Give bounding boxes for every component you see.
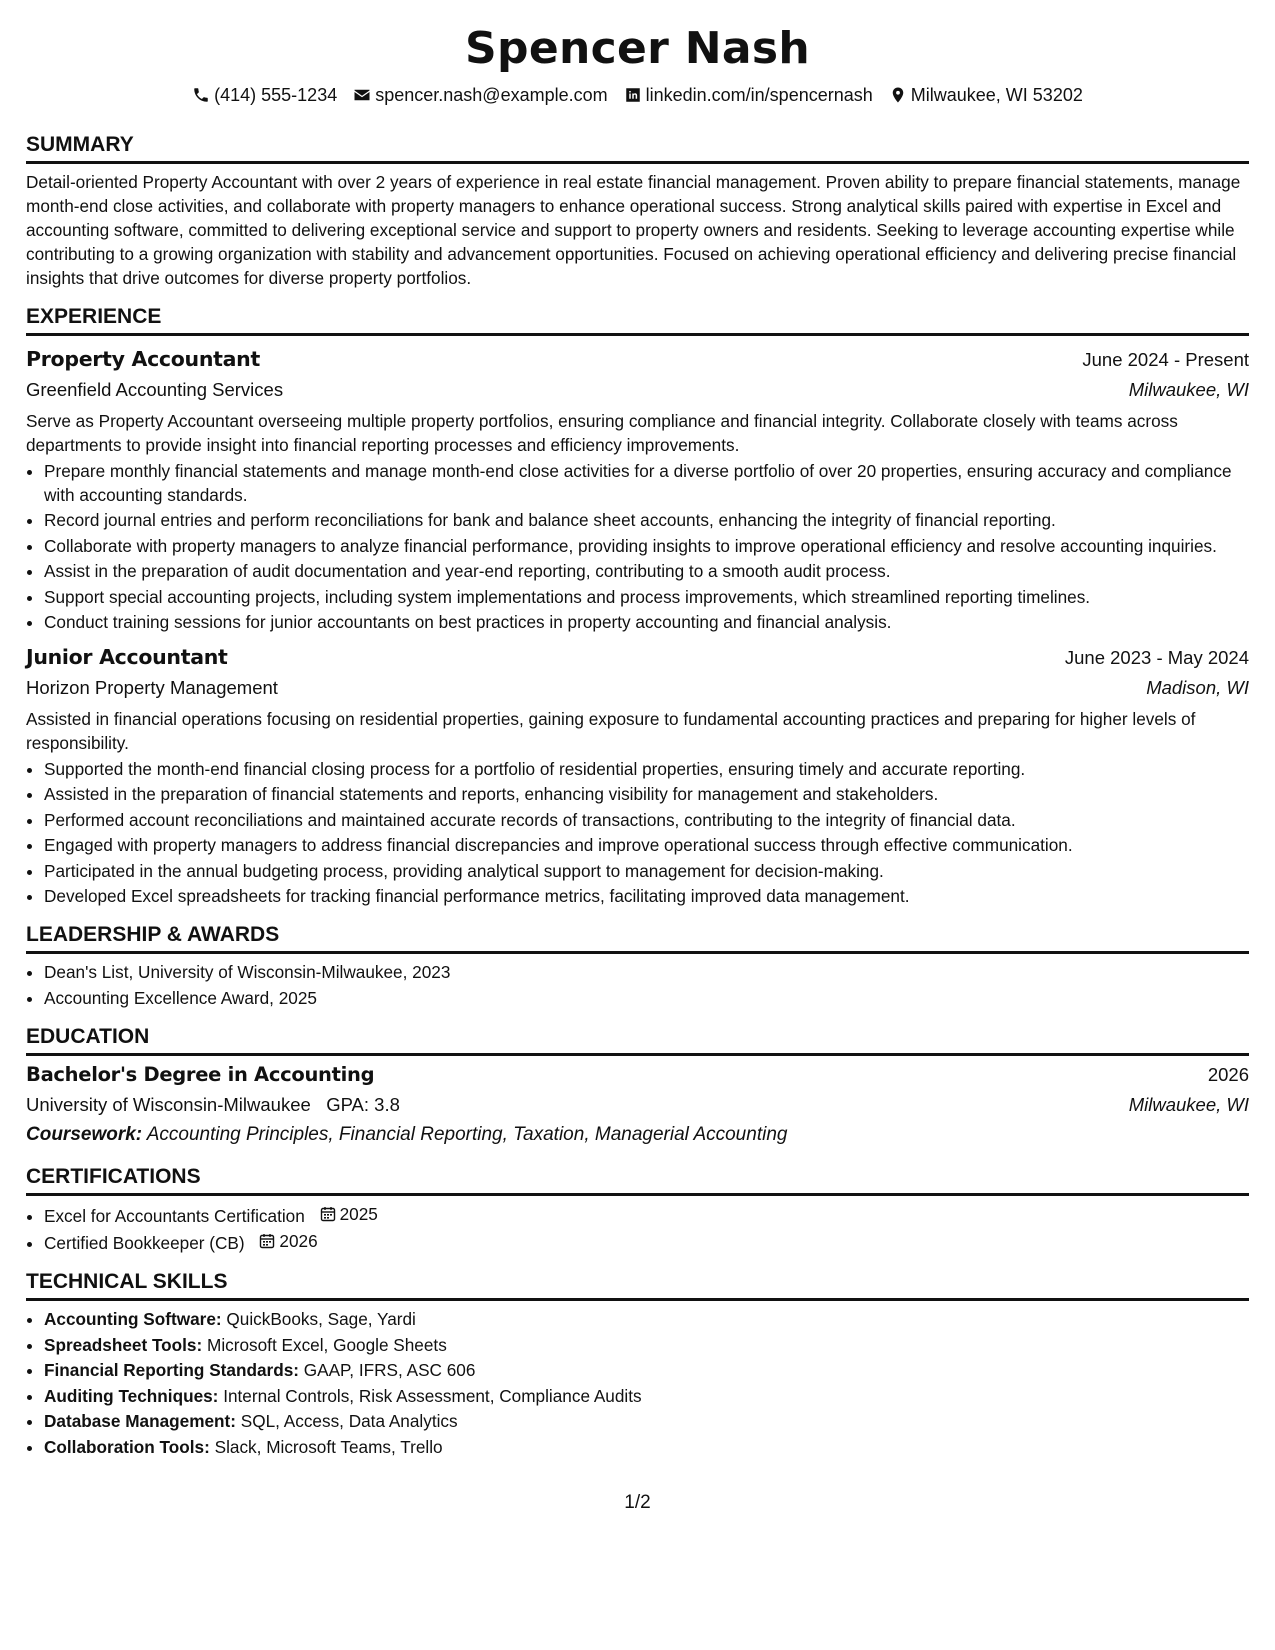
list-item (44, 1202, 1249, 1228)
cert-year: 2026 (279, 1231, 318, 1251)
resume-page (26, 18, 1249, 1460)
skill-value: Internal Controls, Risk Assessment, Compliance Audits (223, 1385, 642, 1406)
skill-value: Slack, Microsoft Teams, Trello (214, 1436, 443, 1457)
contact-location (889, 84, 1083, 106)
list-item: • Developed Excel spreadsheets for tracking financial performance metrics, facilitating improved data management. (44, 884, 1249, 908)
certifications-section (26, 1164, 1249, 1256)
cert-year: 2025 (339, 1203, 378, 1224)
summary-text: Detail-oriented Property Accountant with over 2 years of experience in real estate financial management. Proven ability to prepare financial statements, manage month-end close activities, and collaborate with property managers to enhance operational success. Strong analytical skills paired with expertise in Excel and accounting software, committed to delivering exceptional service and support to property owners and residents. Seeking to leverage accounting expertise while contributing to a growing organization with stability and advancement opportunities. Focused on achieving operational efficiency and delivering precise financial insights that drive outcomes for diverse property portfolios. (26, 172, 1241, 288)
cert-name: Certified Bookkeeper (CB) (44, 1233, 245, 1253)
school-location: Milwaukee, WI (1128, 1093, 1249, 1115)
list-item (44, 1229, 1249, 1255)
coursework-line (26, 1120, 1249, 1150)
certifications-list (26, 1202, 1249, 1256)
list-item (44, 1358, 1249, 1382)
contact-email[interactable] (353, 84, 607, 106)
skill-label: Accounting Software: (44, 1309, 222, 1329)
job-location: Milwaukee, WI (1128, 379, 1249, 400)
skill-value: Microsoft Excel, Google Sheets (207, 1334, 447, 1355)
list-item: • Assist in the preparation of audit documentation and year-end reporting, contributing to a smooth audit process. (44, 559, 1249, 583)
list-item: • Record journal entries and perform reconciliations for bank and balance sheet accounts, enhancing the integrity of financial reporting. (44, 508, 1249, 532)
certifications-heading: CERTIFICATIONS (26, 1164, 1249, 1196)
school-name: University of Wisconsin-Milwaukee (26, 1093, 311, 1115)
school-line (26, 1090, 400, 1120)
contact-linkedin[interactable] (624, 84, 873, 106)
phone-text: (414) 555-1234 (214, 85, 338, 105)
experience-heading: EXPERIENCE (26, 304, 1249, 336)
skill-label: Database Management: (44, 1411, 236, 1431)
job-title: Property Accountant (26, 347, 260, 371)
job-bullets (26, 757, 1249, 909)
candidate-name: Spencer Nash (465, 23, 810, 74)
skills-heading: TECHNICAL SKILLS (26, 1269, 1249, 1301)
skill-value: SQL, Access, Data Analytics (240, 1411, 458, 1431)
gpa: GPA: 3.8 (326, 1093, 400, 1115)
email-text: spencer.nash@example.com (375, 85, 608, 105)
list-item: • Dean's List, University of Wisconsin-Milwaukee, 2023 (44, 960, 1249, 984)
map-pin-icon (889, 86, 907, 104)
list-item (44, 1333, 1249, 1357)
list-item (44, 1307, 1249, 1331)
skill-label: Financial Reporting Standards: (44, 1360, 299, 1380)
job-company: Horizon Property Management (26, 677, 278, 698)
job-bullets (26, 459, 1249, 635)
job-company: Greenfield Accounting Services (26, 379, 284, 400)
skill-value: GAAP, IFRS, ASC 606 (303, 1360, 476, 1380)
job-title: Junior Accountant (26, 645, 228, 669)
job-entry (26, 344, 1249, 634)
list-item: • Support special accounting projects, including system implementations and process improvements, which streamlined reporting timelines. (44, 585, 1249, 609)
cert-date (259, 1229, 317, 1253)
skills-section (26, 1269, 1249, 1459)
skills-list (26, 1307, 1249, 1459)
cert-date (320, 1202, 378, 1226)
list-item (44, 1409, 1249, 1433)
skill-label: Auditing Techniques: (44, 1385, 219, 1406)
cert-name: Excel for Accountants Certification (44, 1205, 305, 1226)
leadership-heading: LEADERSHIP & AWARDS (26, 922, 1249, 954)
skill-label: Spreadsheet Tools: (44, 1334, 203, 1355)
linkedin-icon (624, 86, 642, 104)
list-item: • Conduct training sessions for junior accountants on best practices in property accounting and financial analysis. (44, 610, 1249, 634)
contact-phone[interactable] (192, 84, 337, 106)
job-description: Serve as Property Accountant overseeing multiple property portfolios, ensuring compliance and financial integrity. Collaborate closely with teams across departments to provide insight into financial reporting processes and efficiency improvements. (26, 411, 1178, 455)
calendar-icon (259, 1233, 275, 1249)
job-location: Madison, WI (1146, 677, 1249, 698)
graduation-year: 2026 (1207, 1063, 1249, 1085)
calendar-icon (320, 1206, 336, 1222)
envelope-icon (353, 86, 371, 104)
list-item: • Performed account reconciliations and maintained accurate records of transactions, contributing to the integrity of financial data. (44, 808, 1249, 832)
phone-icon (192, 86, 210, 104)
list-item: • Accounting Excellence Award, 2025 (44, 986, 1249, 1010)
location-text: Milwaukee, WI 53202 (910, 85, 1083, 105)
list-item: • Collaborate with property managers to analyze financial performance, providing insights to improve operational efficiency and resolve accounting inquiries. (44, 534, 1249, 558)
list-item: • Assisted in the preparation of financial statements and reports, enhancing visibility for management and stakeholders. (44, 782, 1249, 806)
list-item (44, 1384, 1249, 1408)
skill-value: QuickBooks, Sage, Yardi (226, 1309, 416, 1329)
education-heading: EDUCATION (26, 1024, 1249, 1056)
list-item: • Engaged with property managers to address financial discrepancies and improve operational success through effective communication. (44, 833, 1249, 857)
list-item: • Supported the month-end financial closing process for a portfolio of residential properties, ensuring timely and accurate reporting. (44, 757, 1249, 781)
coursework-text: Accounting Principles, Financial Reporting, Taxation, Managerial Accounting (146, 1123, 788, 1145)
degree-title: Bachelor's Degree in Accounting (26, 1062, 375, 1086)
list-item: • Participated in the annual budgeting process, providing analytical support to management for decision-making. (44, 859, 1249, 883)
list-item (44, 1435, 1249, 1459)
linkedin-text: linkedin.com/in/spencernash (645, 85, 873, 105)
list-item: • Prepare monthly financial statements and manage month-end close activities for a diverse portfolio of over 20 properties, ensuring accuracy and compliance with accounting standards. (44, 459, 1249, 507)
skill-label: Collaboration Tools: (44, 1436, 210, 1457)
experience-section (26, 304, 1249, 908)
coursework-label: Coursework: (26, 1123, 143, 1145)
job-description: Assisted in financial operations focusing on residential properties, gaining exposure to fundamental accounting practices and preparing for higher levels of responsibility. (26, 709, 1196, 753)
job-entry (26, 642, 1249, 908)
job-dates: June 2023 - May 2024 (1064, 647, 1249, 668)
page-number: 1/2 (624, 1492, 651, 1513)
awards-list (26, 960, 1249, 1010)
leadership-section (26, 922, 1249, 1010)
contact-bar (26, 84, 1249, 106)
summary-heading: SUMMARY (26, 132, 1249, 164)
education-section (26, 1024, 1249, 1150)
summary-section (26, 132, 1249, 290)
job-dates: June 2024 - Present (1082, 349, 1249, 370)
